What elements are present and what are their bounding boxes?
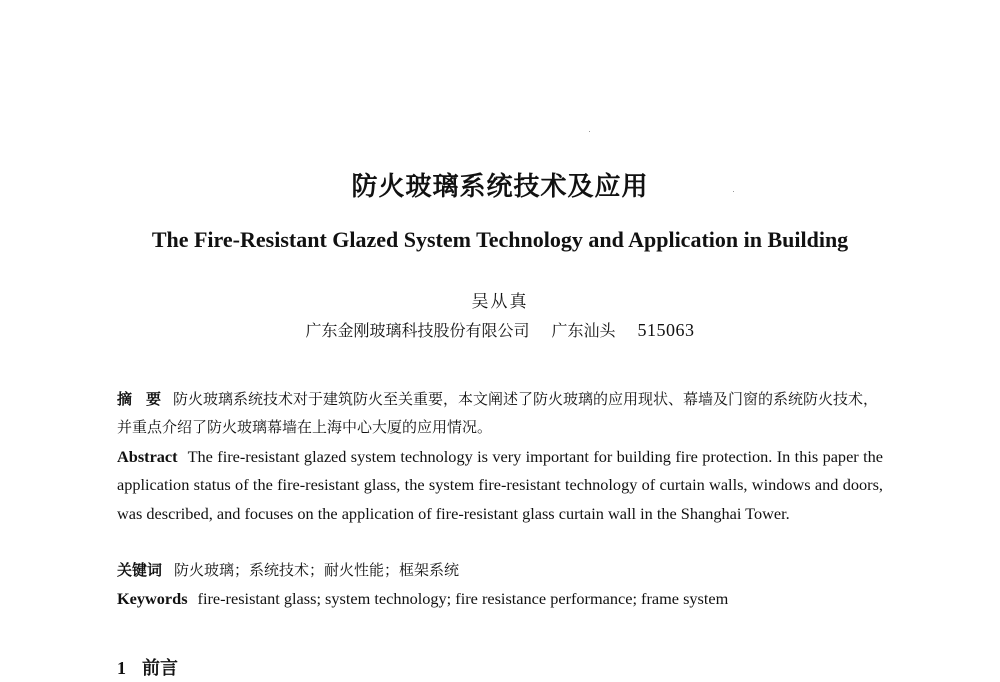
affiliation bbox=[0, 318, 1000, 341]
abstract-english bbox=[117, 443, 883, 528]
chinese-title: 防火玻璃系统技术及应用 bbox=[351, 172, 649, 202]
abstract-chinese-label bbox=[117, 390, 161, 408]
keywords-english-text: fire-resistant glass; system technology; fire resistance performance; frame system bbox=[197, 589, 729, 608]
abstract-chinese-label-part1: 摘 bbox=[117, 390, 133, 408]
abstract-chinese-text: 防火玻璃系统技术对于建筑防火至关重要，本文阐述了防火玻璃的应用现状、幕墙及门窗的系统防火技术，并重点介绍了防火玻璃幕墙在上海中心大厦的应用情况。 bbox=[117, 390, 879, 436]
abstract-english-text: The fire-resistant glazed system technology is very important for building fire protection. In this paper the application status of the fire-resistant glass, the system fire-resistant technology of curtain walls, windows and doors, was described, and focuses on the application of fire-resistant glass curtain wall in the Shanghai Tower. bbox=[117, 447, 883, 523]
section-heading bbox=[117, 654, 178, 680]
scan-speck bbox=[733, 191, 734, 192]
english-title: The Fire-Resistant Glazed System Technology and Application in Building bbox=[151, 227, 849, 252]
keywords-chinese-label: 关键词 bbox=[117, 561, 163, 579]
abstract-english-label: Abstract bbox=[117, 447, 178, 466]
section-title: 前言 bbox=[142, 658, 178, 679]
section-number: 1 bbox=[117, 658, 126, 678]
abstract-chinese bbox=[117, 385, 883, 441]
keywords-english-label: Keywords bbox=[117, 589, 188, 608]
affiliation-postcode: 515063 bbox=[637, 320, 695, 340]
keywords-chinese-text: 防火玻璃；系统技术；耐火性能；框架系统 bbox=[174, 561, 460, 579]
abstract-chinese-label-part2: 要 bbox=[146, 390, 162, 408]
scan-speck bbox=[589, 131, 590, 132]
affiliation-organization: 广东金刚玻璃科技股份有限公司 bbox=[305, 321, 530, 340]
keywords-english bbox=[117, 585, 883, 613]
keywords-chinese bbox=[117, 556, 883, 584]
affiliation-city: 广东汕头 bbox=[551, 321, 616, 340]
author-name: 吴从真 bbox=[471, 292, 529, 312]
